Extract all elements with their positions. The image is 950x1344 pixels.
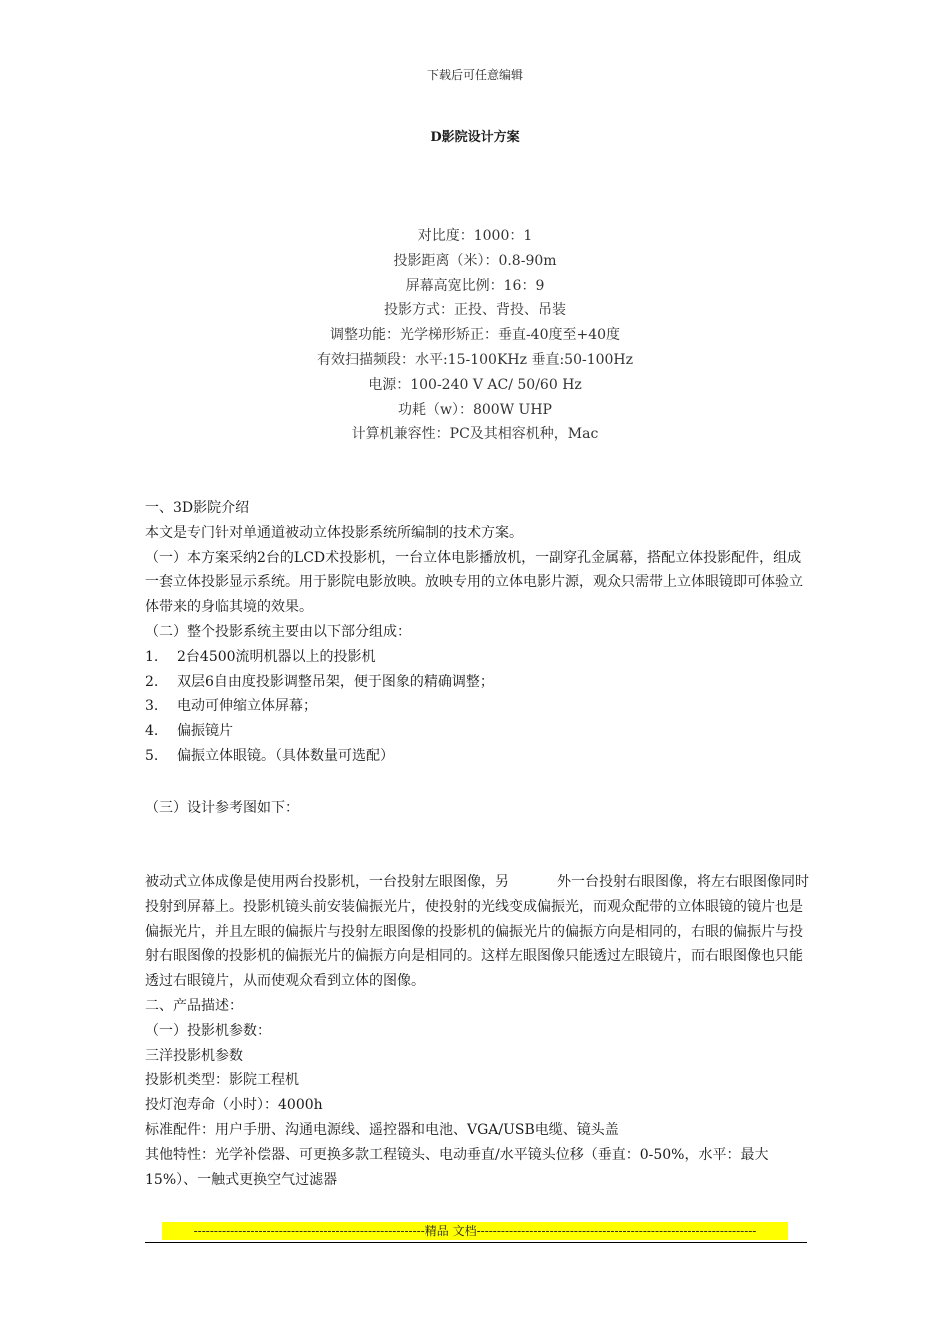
list-text: 偏振镜片	[177, 723, 233, 740]
list-item	[145, 694, 809, 719]
section-heading: 一、3D影院介绍	[145, 500, 250, 516]
document-title: D影院设计方案	[430, 130, 520, 145]
spec-projection-mode: 投影方式：正投、背投、吊装	[384, 302, 566, 319]
section-3d-cinema-intro	[145, 496, 809, 769]
footer-divider	[145, 1242, 807, 1243]
footer-dashes-left: ---------------------------------------------------------	[193, 1224, 425, 1238]
list-text: 2台4500流明机器以上的投影机	[177, 648, 376, 665]
spec-keystone: 调整功能：光学梯形矫正：垂直-40度至+40度	[329, 327, 621, 344]
design-reference	[145, 796, 809, 821]
projector-brand: 三洋投影机参数	[145, 1047, 243, 1064]
spec-compatibility: 计算机兼容性：PC及其相容机种，Mac	[351, 426, 599, 443]
design-reference-text: （三）设计参考图如下：	[145, 800, 299, 816]
list-number: 5.	[145, 747, 159, 764]
other-features: 其他特性：光学补偿器、可更换多款工程镜头、电动垂直/水平镜头位移（垂直：0-50%，水平：最大15%）、一触式更换空气过滤器	[145, 1146, 769, 1188]
list-item	[145, 670, 809, 695]
spec-scan-frequency: 有效扫描频段：水平:15-100KHz 垂直:50-100Hz	[316, 351, 634, 368]
components-heading: （二）整个投影系统主要由以下部分组成：	[145, 623, 411, 640]
spec-list	[0, 224, 950, 447]
passive-text-start: 被动式立体成像是使用两台投影机，一台投射左眼图像，另	[145, 874, 509, 890]
intro-paragraph: 本文是专门针对单通道被动立体投影系统所编制的技术方案。	[145, 524, 523, 541]
standard-accessories: 标准配件：用户手册、沟通电源线、遥控器和电池、VGA/USB电缆、镜头盖	[145, 1121, 619, 1138]
list-text: 双层6自由度投影调整吊架，便于图象的精确调整；	[177, 673, 494, 690]
section-heading: 二、产品描述：	[145, 997, 243, 1014]
passive-text-rest: 外一台投射右眼图像，将左右眼图像同时投射到屏幕上。投影机镜头前安装偏振光片，使投射的光线变成偏振光，而观众配带的立体眼镜的镜片也是偏振光片，并且左眼的偏振片与投射左眼图像的投影机的偏振光片的偏振方向是相同的，右眼的偏振片与投射右眼图像的投影机的偏振光片的偏振方向是相同的。这样左眼图像只能透过左眼镜片，而右眼图像也只能透过右眼镜片，从而使观众看到立体的图像。	[145, 874, 809, 990]
spec-contrast: 对比度：1000：1	[417, 228, 533, 244]
projector-type: 投影机类型：影院工程机	[145, 1072, 299, 1089]
list-text: 电动可伸缩立体屏幕；	[177, 698, 317, 715]
list-item	[145, 719, 809, 744]
list-text: 偏振立体眼镜。（具体数量可选配）	[177, 747, 394, 764]
footer-banner	[162, 1222, 788, 1240]
spec-power-supply: 电源：100-240 V AC/ 50/60 Hz	[368, 376, 582, 393]
list-item	[145, 744, 809, 769]
lamp-life: 投灯泡寿命（小时）：4000h	[145, 1097, 323, 1114]
header-note: 下载后可任意编辑	[426, 68, 523, 82]
subsection-heading: （一）投影机参数：	[145, 1022, 271, 1039]
list-number: 1.	[145, 648, 159, 665]
footer-label: 精品 文档	[424, 1224, 477, 1238]
list-number: 2.	[145, 673, 159, 690]
passive-stereo-paragraph	[145, 870, 809, 994]
list-item	[145, 645, 809, 670]
list-number: 3.	[145, 698, 159, 715]
spec-power-consumption: 功耗（w）：800W UHP	[398, 401, 552, 418]
footer-dashes-right: ---------------------------------------------------------------------	[476, 1224, 757, 1238]
spec-aspect-ratio: 屏幕高宽比例：16：9	[405, 277, 545, 294]
passive-stereo-section	[145, 870, 809, 1192]
list-number: 4.	[145, 723, 159, 740]
spec-throw-distance: 投影距离（米）：0.8-90m	[393, 252, 557, 269]
scheme-paragraph: （一）本方案采纳2台的LCD术投影机，一台立体电影播放机，一副穿孔金属幕，搭配立体投影配件，组成一套立体投影显示系统。用于影院电影放映。放映专用的立体电影片源，观众只需带上立体眼镜即可体验立体带来的身临其境的效果。	[145, 549, 803, 616]
